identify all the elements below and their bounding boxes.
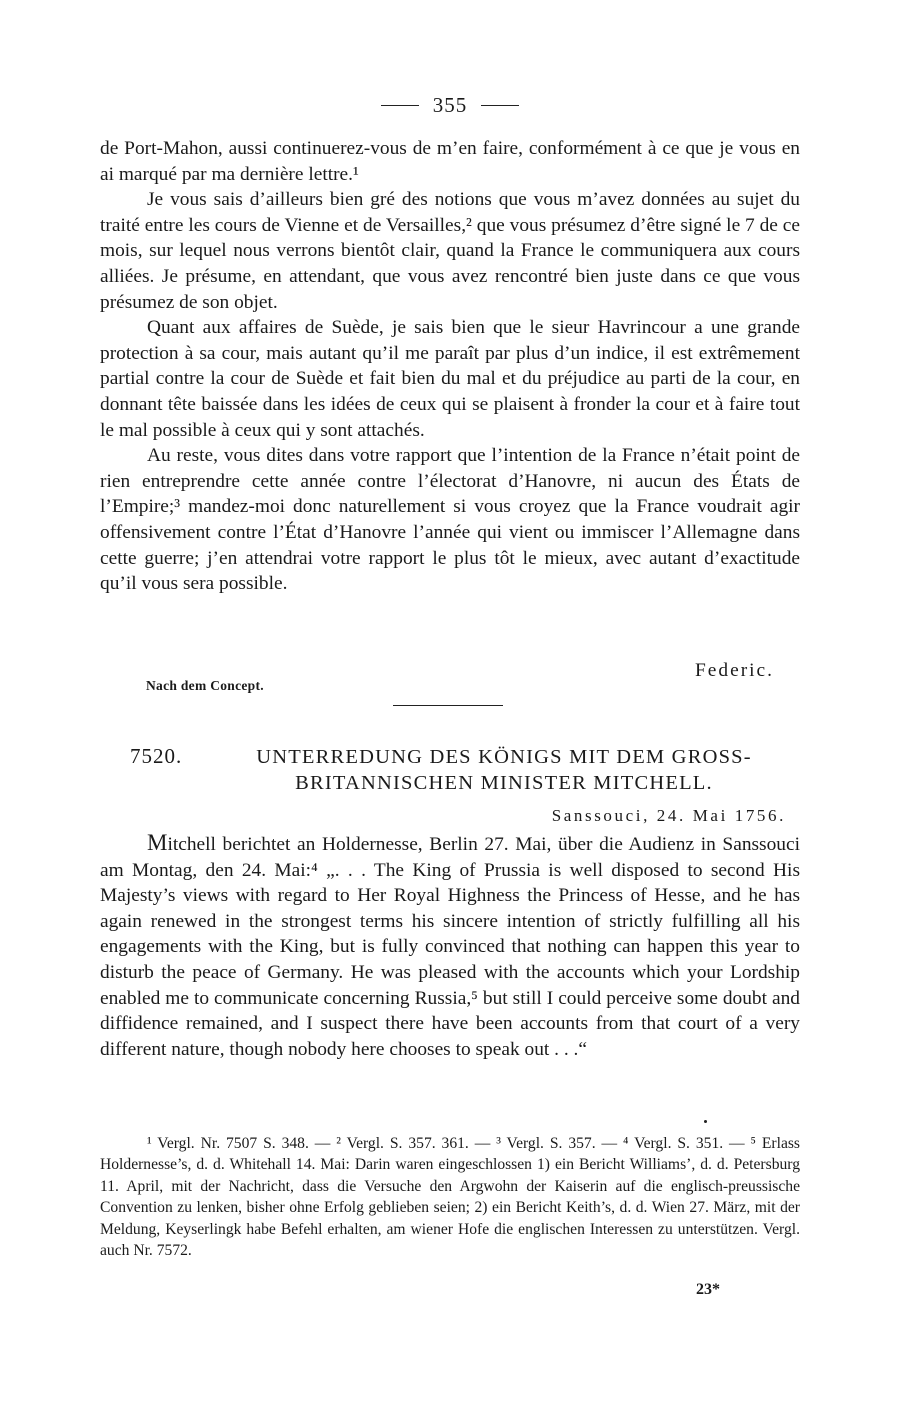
letter-paragraph: Je vous sais d’ailleurs bien gré des notions que vous m’avez données au sujet du traité entre les cours de Vienne et de Versailles,² que vous présumez d’être signé le 7 de ce mois, sur lequel nous verrons bientôt clair, quand la France le communiquera aux cours alliées. Je présume, en attendant, que vous avez rencontré bien juste dans ce que vous présumez de son objet. xyxy=(100,189,800,313)
drop-initial: M xyxy=(147,830,168,855)
footnote-text: ¹ Vergl. Nr. 7507 S. 348. — ² Vergl. S. 357. 361. — ³ Vergl. S. 357. — ⁴ Vergl. S. 351. — ⁵ Erlass Holdernesse’s, d. d. Whitehall 14. Mai: Darin waren eingeschlossen 1) ein Bericht Williams’, d. d. Petersburg 11. April, mit der Nachricht, dass die Versuche den Argwohn der Kaiserin auf die englisch-preussische Convention zu lenken, bisher ohne Erfolg geblieben seien; 2) ein Bericht Keith’s, d. d. Wien 27. März, mit der Meldung, Keyserlingk habe Befehl erhalten, am wiener Hofe die englischen Interessen zu unterstützen. Vergl. auch Nr. 7572. xyxy=(100,1135,800,1260)
letter-paragraph: Quant aux affaires de Suède, je sais bien que le sieur Havrincour a une grande protection à sa cour, mais autant qu’il me paraît par plus d’un indice, il est extrêmement partial contre la cour de Suède et fait bien du mal et du préjudice au parti de la cour, en donnant tête baissée dans les idées de ceux qui se plaisent à fronder la cour et à faire tout le mal possible à ceux qui y sont attachés. xyxy=(100,317,800,441)
page-header xyxy=(100,93,800,117)
report-paragraph xyxy=(100,830,800,1062)
source-note: Nach dem Concept. xyxy=(146,678,264,693)
document-number: 7520. xyxy=(130,744,183,768)
section-divider xyxy=(393,705,503,706)
signature: Federic. xyxy=(695,660,774,681)
letter-body xyxy=(100,136,800,597)
header-rule-right xyxy=(481,105,519,106)
document-title: UNTERREDUNG DES KÖNIGS MIT DEM GROSS-BRITANNISCHEN MINISTER MITCHELL. xyxy=(256,746,752,794)
place-date: Sanssouci, 24. Mai 1756. xyxy=(551,806,786,825)
printer-dot xyxy=(704,1120,707,1123)
header-rule-left xyxy=(381,105,419,106)
report-body xyxy=(100,830,800,1062)
footnotes xyxy=(100,1133,800,1261)
sheet-signature-mark: 23* xyxy=(696,1281,720,1298)
page-number: 355 xyxy=(432,92,468,117)
letter-paragraph: de Port-Mahon, aussi continuerez-vous de m’en faire, conformément à ce que je vous en ai marqué par ma dernière lettre.¹ xyxy=(100,138,800,185)
report-text: itchell berichtet an Holdernesse, Berlin 27. Mai, über die Audienz in Sanssouci am Montag, den 24. Mai:⁴ „. . . The King of Prussia is well disposed to second His Majesty’s views with regard to Her Royal Highness the Princess of Hesse, and he has again renewed in the strongest terms his sincere intention of strictly fulfilling all his engagements with the King, but is fully convinced that nothing can happen this year to disturb the peace of Germany. He was pleased with the accounts which your Lordship enabled me to communicate concerning Russia,⁵ but still I could perceive some doubt and diffidence remained, and I suspect there have been accounts from that court of a very different nature, though nobody here chooses to speak out . . .“ xyxy=(100,834,800,1060)
letter-paragraph: Au reste, vous dites dans votre rapport que l’intention de la France n’était point de rien entreprendre cette année contre l’électorat d’Hanovre, ni aucun des États de l’Empire;³ mandez-moi donc naturellement si vous croyez que la France voudrait agir offensivement contre l’État d’Hanovre l’année qui vient ou immiscer l’Allemagne dans cette guerre; j’en attendrai votre rapport le plus tôt le mieux, avec autant d’exactitude qu’il vous sera possible. xyxy=(100,445,800,595)
